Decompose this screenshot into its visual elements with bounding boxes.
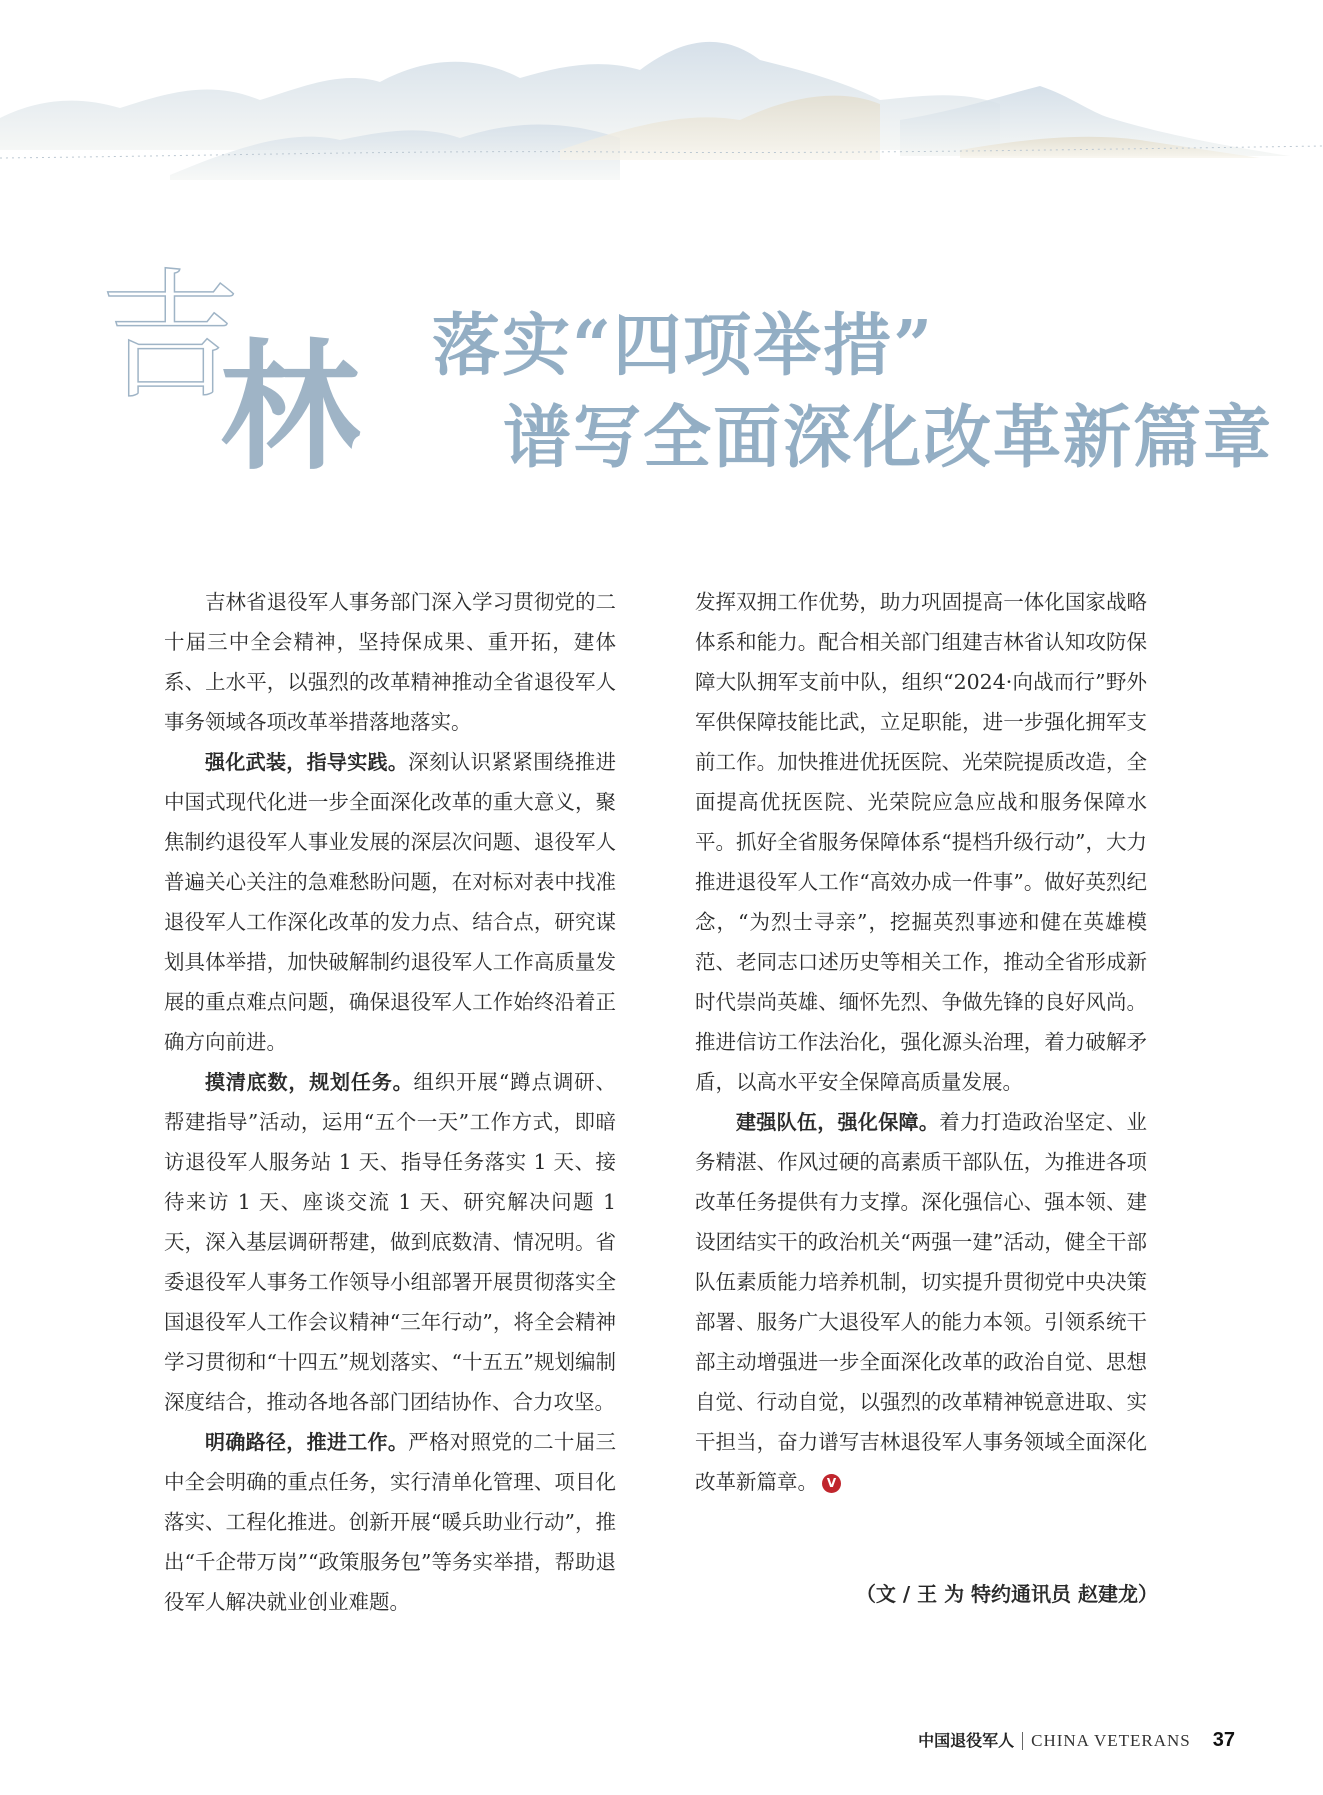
article-paragraph bbox=[164, 1062, 616, 1422]
paragraph-text: 着力打造政治坚定、业务精湛、作风过硬的高素质干部队伍，为推进各项改革任务提供有力支撑。深化强信心、强本领、建设团结实干的政治机关“两强一建”活动，健全干部队伍素质能力培养机制，切实提升贯彻党中央决策部署、服务广大退役军人的能力本领。引领系统干部主动增强进一步全面深化改革的政治自觉、思想自觉、行动自觉，以强烈的改革精神锐意进取、实干担当，奋力谱写吉林退役军人事务领域全面深化改革新篇章。 bbox=[695, 1110, 1148, 1494]
headline-line-2: 谱写全面深化改革新篇章 bbox=[503, 398, 1274, 478]
paragraph-lead: 强化武装，指导实践。 bbox=[205, 750, 409, 774]
paragraph-text: 严格对照党的二十届三中全会明确的重点任务，实行清单化管理、项目化落实、工程化推进。创新开展“暖兵助业行动”，推出“千企带万岗”“政策服务包”等务实举措，帮助退役军人解决就业创业难题。 bbox=[164, 1430, 617, 1614]
page-footer bbox=[918, 1728, 1235, 1754]
article-column-left bbox=[164, 582, 616, 1622]
article-paragraph bbox=[695, 1102, 1147, 1502]
region-char-lin: 林 bbox=[220, 326, 361, 490]
paragraph-lead: 建强队伍，强化保障。 bbox=[736, 1110, 940, 1134]
byline: （文 / 王 为 特约通讯员 赵建龙） bbox=[855, 1582, 1158, 1606]
footer-divider bbox=[1022, 1732, 1023, 1750]
paragraph-lead: 明确路径，推进工作。 bbox=[205, 1430, 409, 1454]
page-number: 37 bbox=[1212, 1729, 1235, 1751]
end-mark-icon: V bbox=[822, 1474, 841, 1493]
mountain-decoration bbox=[0, 0, 1323, 190]
magazine-name-cn: 中国退役军人 bbox=[918, 1731, 1015, 1750]
article-paragraph bbox=[164, 742, 616, 1062]
article-paragraph bbox=[164, 582, 616, 742]
paragraph-lead: 摸清底数，规划任务。 bbox=[205, 1070, 414, 1094]
region-char-ji: 吉 bbox=[100, 256, 241, 419]
paragraph-text: 深刻认识紧紧围绕推进中国式现代化进一步全面深化改革的重大意义，聚焦制约退役军人事业发展的深层次问题、退役军人普遍关心关注的急难愁盼问题，在对标对表中找准退役军人工作深化改革的发力点、结合点，研究谋划具体举措，加快破解制约退役军人工作高质量发展的重点难点问题，确保退役军人工作始终沿着正确方向前进。 bbox=[164, 750, 617, 1054]
paragraph-text: 吉林省退役军人事务部门深入学习贯彻党的二十届三中全会精神，坚持保成果、重开拓，建体系、上水平，以强烈的改革精神推动全省退役军人事务领域各项改革举措落地落实。 bbox=[164, 590, 616, 734]
paragraph-text: 组织开展“蹲点调研、帮建指导”活动，运用“五个一天”工作方式，即暗访退役军人服务站 1 天、指导任务落实 1 天、接待来访 1 天、座谈交流 1 天、研究解决问题 1 天，深入基层调研帮建，做到底数清、情况明。省委退役军人事务工作领导小组部署开展贯彻落实全国退役军人工作会议精神“三年行动”，将全会精神学习贯彻和“十四五”规划落实、“十五五”规划编制深度结合，推动各地各部门团结协作、合力攻坚。 bbox=[164, 1070, 617, 1414]
headline-line-1: 落实“四项举措” bbox=[432, 306, 935, 386]
region-title bbox=[100, 256, 420, 490]
magazine-name-en: CHINA VETERANS bbox=[1031, 1731, 1191, 1750]
paragraph-text: 发挥双拥工作优势，助力巩固提高一体化国家战略体系和能力。配合相关部门组建吉林省认知攻防保障大队拥军支前中队，组织“2024·向战而行”野外军供保障技能比武，立足职能，进一步强化拥军支前工作。加快推进优抚医院、光荣院提质改造，全面提高优抚医院、光荣院应急应战和服务保障水平。抓好全省服务保障体系“提档升级行动”，大力推进退役军人工作“高效办成一件事”。做好英烈纪念，“为烈士寻亲”，挖掘英烈事迹和健在英雄模范、老同志口述历史等相关工作，推动全省形成新时代崇尚英雄、缅怀先烈、争做先锋的良好风尚。推进信访工作法治化，强化源头治理，着力破解矛盾，以高水平安全保障高质量发展。 bbox=[695, 590, 1147, 1094]
article-column-right bbox=[695, 582, 1147, 1502]
article-paragraph-continuation bbox=[695, 582, 1147, 1102]
article-paragraph bbox=[164, 1422, 616, 1622]
